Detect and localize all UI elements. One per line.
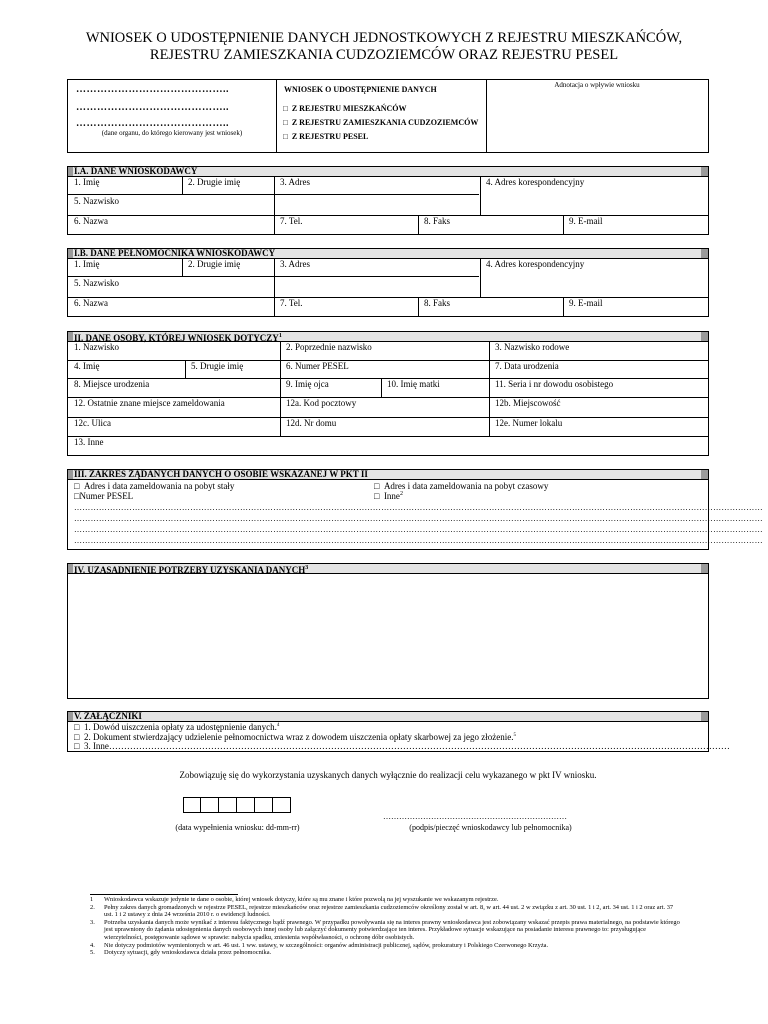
- field-drugie-imie[interactable]: 2. Drugie imię: [188, 177, 241, 187]
- section-2: [67, 331, 709, 456]
- attachment-3[interactable]: [74, 741, 730, 751]
- checkbox-icon[interactable]: □: [283, 104, 288, 113]
- field-tel[interactable]: 7. Tel.: [280, 216, 303, 226]
- request-type-title: WNIOSEK O UDOSTĘPNIENIE DANYCH: [284, 85, 437, 94]
- field-nr-lokalu[interactable]: 12e. Numer lokalu: [495, 418, 563, 428]
- field-drugie-imie[interactable]: 2. Drugie imię: [188, 259, 241, 269]
- field-nazwa[interactable]: 6. Nazwa: [74, 298, 108, 308]
- field-adres-koresp[interactable]: 4. Adres korespondencyjny: [486, 177, 585, 187]
- header-box: [67, 79, 709, 153]
- field-data-urodzenia[interactable]: 7. Data urodzenia: [495, 361, 559, 371]
- field-faks[interactable]: 8. Faks: [424, 216, 451, 226]
- register-label: Z REJESTRU MIESZKAŃCÓW: [291, 104, 407, 113]
- field-ostatnie-zameldowanie[interactable]: 12. Ostatnie znane miejsce zameldowania: [74, 398, 225, 408]
- section-4-title-text: IV. UZASADNIENIE POTRZEBY UZYSKANIA DANYCH: [74, 565, 306, 575]
- field-kod-pocztowy[interactable]: 12a. Kod pocztowy: [286, 398, 357, 408]
- field-email[interactable]: 9. E-mail: [569, 298, 603, 308]
- option-inne[interactable]: [374, 491, 403, 501]
- justification-textarea[interactable]: [68, 574, 708, 698]
- field-adres[interactable]: 3. Adres: [280, 259, 310, 269]
- footnotes: [90, 896, 680, 957]
- register-option-cudzoziemcow[interactable]: [283, 118, 478, 127]
- checkbox-icon[interactable]: □: [374, 481, 380, 491]
- annotation-cell: [486, 80, 708, 152]
- register-option-mieszkancow[interactable]: [283, 104, 407, 113]
- footnote-number: 5.: [90, 949, 95, 957]
- attachment-label: 3. Inne………………………………………………………………………………………………………………………………………………………………………………………: [83, 741, 730, 751]
- organ-dots-line-3[interactable]: ……………………………………..: [76, 118, 229, 129]
- checkbox-icon[interactable]: □: [283, 118, 288, 127]
- field-email[interactable]: 9. E-mail: [569, 216, 603, 226]
- dot-line-1[interactable]: ……………………………………………………………………………………………………………………………………………………………………………………………………………………………: [74, 503, 763, 512]
- footnote-text: Wnioskodawca wskazuje jedynie te dane o osobie, której wniosek dotyczy, które są mu znane i które pozwolą na jej wyszukanie we wskazanym rejestrze.: [104, 896, 499, 903]
- option-label: Numer PESEL: [79, 491, 134, 501]
- field-adres-koresp[interactable]: 4. Adres korespondencyjny: [486, 259, 585, 269]
- field-miejscowosc[interactable]: 12b. Miejscowość: [495, 398, 561, 408]
- checkbox-icon[interactable]: □: [74, 491, 80, 501]
- footnote-ref: 5: [513, 733, 517, 738]
- field-imie[interactable]: 4. Imię: [74, 361, 100, 371]
- footnote-4: [90, 942, 680, 950]
- field-nazwisko-rodowe[interactable]: 3. Nazwisko rodowe: [495, 342, 570, 352]
- footnote-ref: 4: [276, 723, 280, 728]
- footnote-number: 4.: [90, 941, 95, 949]
- checkbox-icon[interactable]: □: [74, 741, 80, 751]
- footnote-2: [90, 904, 680, 919]
- date-box-d1[interactable]: [183, 797, 201, 813]
- footnote-text: Pełny zakres danych gromadzonych w rejestrze PESEL, rejestrze mieszkańców oraz rejestrze zamieszkania cudzoziemców określony został w art. 8, w art. 44 ust. 2 w związku z art. 30 ust. 1 i 2, art. 34 ust. 1 i 2 oraz art. 37 ust. 1 i 2 ustawy z dnia 24 września 2010 r. o ewidencji ludności.: [104, 903, 674, 919]
- option-label: Inne: [383, 491, 400, 501]
- register-label: Z REJESTRU ZAMIESZKANIA CUDZOZIEMCÓW: [291, 118, 479, 127]
- field-miejsce-urodzenia[interactable]: 8. Miejsce urodzenia: [74, 379, 150, 389]
- option-label: Adres i data zameldowania na pobyt czasowy: [383, 481, 549, 491]
- footnote-ref: 3: [305, 565, 309, 571]
- field-tel[interactable]: 7. Tel.: [280, 298, 303, 308]
- footnote-5: [90, 949, 680, 957]
- commitment-text: Zobowiązuję się do wykorzystania uzyskanych danych wyłącznie do realizacji celu wykazanego w pkt IV wniosku.: [179, 770, 597, 780]
- field-imie[interactable]: 1. Imię: [74, 177, 100, 187]
- checkbox-icon[interactable]: □: [74, 481, 80, 491]
- attachment-1[interactable]: [74, 722, 279, 732]
- section-4: [67, 563, 709, 699]
- section-2-title: [68, 332, 708, 342]
- option-pobyt-staly[interactable]: [74, 481, 234, 491]
- section-3: [67, 469, 763, 550]
- register-label: Z REJESTRU PESEL: [291, 132, 369, 141]
- date-box-y2[interactable]: [273, 797, 291, 813]
- organ-caption: (dane organu, do którego kierowany jest wniosek): [101, 129, 243, 137]
- organ-cell: [68, 80, 277, 152]
- checkbox-icon[interactable]: □: [74, 722, 80, 732]
- field-imie-ojca[interactable]: 9. Imię ojca: [286, 379, 329, 389]
- date-box-m2[interactable]: [237, 797, 255, 813]
- checkbox-icon[interactable]: □: [74, 732, 80, 742]
- date-caption: (data wypełnienia wniosku: dd-mm-rr): [175, 823, 300, 832]
- date-box-d2[interactable]: [201, 797, 219, 813]
- footnote-ref: 2: [399, 491, 403, 497]
- section-2-title-text: II. DANE OSOBY, KTÓREJ WNIOSEK DOTYCZY: [74, 333, 279, 343]
- footnote-text: Dotyczy sytuacji, gdy wnioskodawca działa przez pełnomocnika.: [104, 949, 272, 957]
- footnote-ref: 1: [278, 333, 282, 339]
- date-box-m1[interactable]: [219, 797, 237, 813]
- attachment-label: 1. Dowód uiszczenia opłaty za udostępnienie danych.: [83, 722, 277, 732]
- footnote-separator: [90, 894, 238, 895]
- signature-caption: (podpis/pieczęć wnioskodawcy lub pełnomocnika): [409, 823, 572, 832]
- section-1a-title: I.A. DANE WNIOSKODAWCY: [68, 167, 708, 177]
- date-boxes[interactable]: [183, 797, 291, 813]
- register-option-pesel[interactable]: [283, 132, 368, 141]
- field-nazwisko[interactable]: 5. Nazwisko: [74, 196, 119, 206]
- field-adres[interactable]: 3. Adres: [280, 177, 310, 187]
- option-pesel[interactable]: [74, 491, 133, 501]
- field-nazwisko[interactable]: 1. Nazwisko: [74, 342, 119, 352]
- checkbox-icon[interactable]: □: [374, 491, 380, 501]
- footnote-number: 1: [90, 896, 94, 903]
- field-nr-domu[interactable]: 12d. Nr domu: [286, 418, 337, 428]
- option-label: Adres i data zameldowania na pobyt stały: [83, 481, 235, 491]
- section-5-title: V. ZAŁĄCZNIKI: [68, 712, 708, 722]
- section-4-title: [68, 564, 708, 574]
- field-imie[interactable]: 1. Imię: [74, 259, 100, 269]
- field-nazwa[interactable]: 6. Nazwa: [74, 216, 108, 226]
- section-3-title: III. ZAKRES ŻĄDANYCH DANYCH O OSOBIE WSKAZANEJ W PKT II: [68, 470, 708, 480]
- dot-line-2[interactable]: ……………………………………………………………………………………………………………………………………………………………………………………………………………………………: [74, 514, 763, 523]
- footnote-text: Potrzeba uzyskania danych może wynikać z interesu faktycznego bądź prawnego. W przypadku powoływania się na interes prawny wnioskodawca jest zobowiązany wskazać przepis prawa materialnego, na podstawie którego jest uprawniony do żądania udostępnienia danych osobowych innej osoby lub załączyć dokumenty potwierdzające ten interes. Przykładowe sytuacje wskazujące na posiadanie interesu prawnego to: przysługujące wierzytelności, postępowanie sądowe w sprawie: nabycia spadku, zniesienia współwłasności, o ochronę dóbr osobistych.: [104, 918, 680, 941]
- annotation-label: Adnotacja o wpływie wniosku: [554, 81, 640, 89]
- request-type-cell: [276, 80, 487, 152]
- dot-line-3[interactable]: ……………………………………………………………………………………………………………………………………………………………………………………………………………………………: [74, 525, 763, 534]
- form-title-line2: REJESTRU ZAMIESZKANIA CUDZOZIEMCÓW ORAZ REJESTRU PESEL: [149, 47, 619, 63]
- field-ulica[interactable]: 12c. Ulica: [74, 418, 111, 428]
- field-imie-matki[interactable]: 10. Imię matki: [387, 379, 440, 389]
- footnote-number: 3.: [90, 918, 95, 926]
- section-1b: [67, 248, 709, 317]
- footnote-3: [90, 919, 680, 942]
- checkbox-icon[interactable]: □: [283, 132, 288, 141]
- date-box-y1[interactable]: [255, 797, 273, 813]
- field-pesel[interactable]: 6. Numer PESEL: [286, 361, 349, 371]
- footnote-text: Nie dotyczy podmiotów wymienionych w art. 46 ust. 1 ww. ustawy, w szczególności: organów administracji publicznej, sądów, prokuratury i Polskiego Czerwonego Krzyża.: [104, 941, 549, 949]
- section-1b-title: I.B. DANE PEŁNOMOCNIKA WNIOSKODAWCY: [68, 249, 708, 259]
- footnote-1: [90, 896, 680, 904]
- field-dowod-osobisty[interactable]: 11. Seria i nr dowodu osobistego: [495, 379, 614, 389]
- form-title: [60, 30, 708, 64]
- field-poprzednie-nazwisko[interactable]: 2. Poprzednie nazwisko: [286, 342, 372, 352]
- field-inne[interactable]: 13. Inne: [74, 437, 104, 447]
- organ-dots-line-2[interactable]: ……………………………………..: [76, 102, 229, 113]
- form-title-line1: WNIOSEK O UDOSTĘPNIENIE DANYCH JEDNOSTKOWYCH Z REJESTRU MIESZKAŃCÓW,: [85, 30, 683, 46]
- section-5: [67, 711, 730, 752]
- field-drugie-imie[interactable]: 5. Drugie imię: [191, 361, 244, 371]
- field-nazwisko[interactable]: 5. Nazwisko: [74, 278, 119, 288]
- footnote-number: 2.: [90, 903, 95, 911]
- section-1a: [67, 166, 709, 235]
- organ-dots-line-1[interactable]: ……………………………………..: [76, 84, 229, 95]
- attachment-label: 2. Dokument stwierdzający udzielenie pełnomocnictwa wraz z dowodem uiszczenia opłaty skarbowej za jego złożenie.: [83, 732, 514, 742]
- option-pobyt-czasowy[interactable]: [374, 481, 548, 491]
- signature-line[interactable]: ……………………………………………………………: [383, 812, 567, 821]
- dot-line-4[interactable]: ……………………………………………………………………………………………………………………………………………………………………………………………………………………………: [74, 536, 763, 545]
- field-faks[interactable]: 8. Faks: [424, 298, 451, 308]
